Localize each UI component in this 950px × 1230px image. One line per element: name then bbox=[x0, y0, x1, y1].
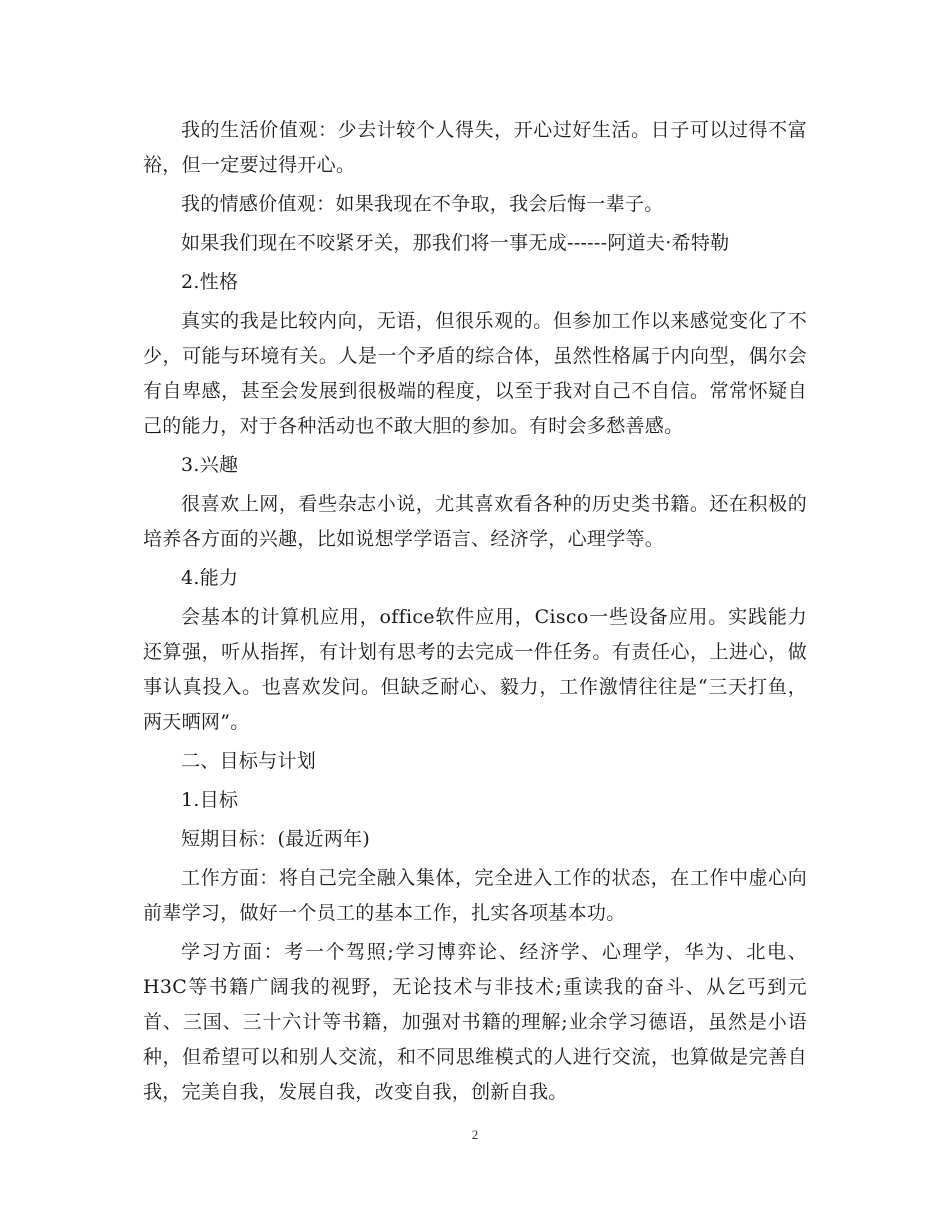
paragraph-personality: 真实的我是比较内向，无语，但很乐观的。但参加工作以来感觉变化了不少，可能与环境有关。人是一个矛盾的综合体，虽然性格属于内向型，偶尔会有自卑感，甚至会发展到很极端的程度，以至于我对自己不自信。常常怀疑自己的能力，对于各种活动也不敢大胆的参加。有时会多愁善感。 bbox=[143, 310, 807, 437]
page-content bbox=[143, 113, 807, 1114]
paragraph-interests: 很喜欢上网，看些杂志小说，尤其喜欢看各种的历史类书籍。还在积极的培养各方面的兴趣，比如说想学学语言、经济学，心理学等。 bbox=[143, 493, 807, 550]
heading-goals-and-plans: 二、目标与计划 bbox=[181, 750, 317, 772]
paragraph-abilities: 会基本的计算机应用，office软件应用，Cisco一些设备应用。实践能力还算强，听从指挥，有计划有思考的去完成一件任务。有责任心，上进心，做事认真投入。也喜欢发问。但缺乏耐心、毅力，工作激情往往是“三天打鱼，两天晒网”。 bbox=[143, 606, 807, 733]
paragraph-study-goals: 学习方面：考一个驾照;学习博弈论、经济学、心理学，华为、北电、H3C等书籍广阔我的视野，无论技术与非技术;重读我的奋斗、从乞丐到元首、三国、三十六计等书籍，加强对书籍的理解;业余学习德语，虽然是小语种，但希望可以和别人交流，和不同思维模式的人进行交流，也算做是完善自我，完美自我，发展自我，改变自我，创新自我。 bbox=[143, 941, 807, 1103]
heading-abilities: 4.能力 bbox=[181, 567, 239, 589]
paragraph-work-goals: 工作方面：将自己完全融入集体，完全进入工作的状态，在工作中虚心向前辈学习，做好一个员工的基本工作，扎实各项基本功。 bbox=[143, 867, 807, 924]
paragraph-quote: 如果我们现在不咬紧牙关，那我们将一事无成------阿道夫·希特勒 bbox=[181, 232, 730, 254]
paragraph-short-term-goals: 短期目标：(最近两年) bbox=[181, 828, 371, 850]
heading-personality: 2.性格 bbox=[181, 271, 239, 293]
paragraph-emotional-values: 我的情感价值观：如果我现在不争取，我会后悔一辈子。 bbox=[181, 193, 664, 215]
page-number: 2 bbox=[471, 1127, 479, 1142]
paragraph-life-values: 我的生活价值观：少去计较个人得失，开心过好生活。日子可以过得不富裕，但一定要过得开心。 bbox=[143, 119, 807, 176]
heading-goals: 1.目标 bbox=[181, 789, 239, 811]
heading-interests: 3.兴趣 bbox=[181, 454, 239, 476]
